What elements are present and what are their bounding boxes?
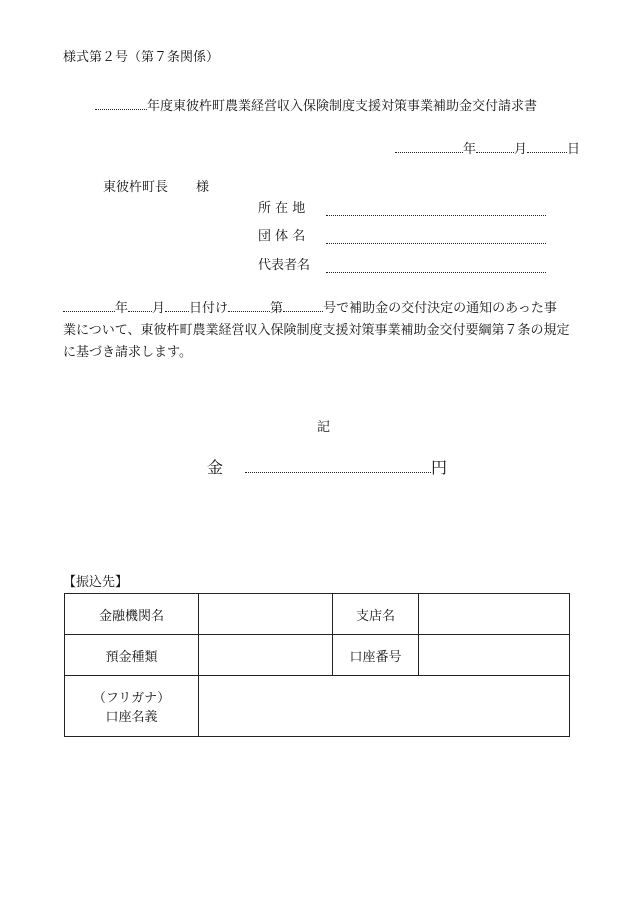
amount-prefix: 金 (207, 458, 224, 477)
branch-label: 支店名 (333, 594, 419, 635)
notice-day-blank[interactable] (165, 299, 189, 312)
account-holder-label-cell (65, 676, 199, 737)
date-year-blank[interactable] (395, 140, 463, 153)
notice-month-blank[interactable] (128, 299, 152, 312)
date-day-blank[interactable] (527, 140, 567, 153)
applicant-representative-row (258, 258, 310, 274)
addressee-name: 東彼杵町長 (103, 180, 169, 195)
deposit-type-label: 預金種類 (65, 635, 199, 676)
date-year-label: 年 (463, 142, 477, 157)
request-paragraph (63, 298, 585, 364)
amount-line (207, 455, 447, 478)
applicant-address-label: 所 在 地 (258, 201, 306, 216)
institution-label: 金融機関名 (65, 594, 199, 635)
title-text: 年度東彼杵町農業経営収入保険制度支援対策事業補助金交付請求書 (147, 99, 538, 114)
date-month-blank[interactable] (476, 140, 514, 153)
notice-year-blank[interactable] (63, 299, 115, 312)
date-day-label: 日 (567, 142, 581, 157)
applicant-address-field[interactable] (326, 203, 546, 216)
table-row (65, 635, 570, 676)
table-row (65, 594, 570, 635)
notice-prefix-blank[interactable] (228, 299, 270, 312)
account-number-label: 口座番号 (333, 635, 419, 676)
fiscal-year-blank[interactable] (95, 97, 147, 110)
addressee-honorific: 様 (196, 180, 210, 195)
deposit-type-field[interactable] (199, 635, 333, 676)
date-line (395, 140, 580, 158)
document-title (95, 97, 537, 115)
ki-heading: 記 (317, 420, 331, 435)
paragraph-line-3: に基づき請求します。 (63, 345, 192, 360)
applicant-group-row (258, 229, 305, 245)
notice-number-blank[interactable] (283, 299, 323, 312)
date-month-label: 月 (514, 142, 528, 157)
applicant-group-field[interactable] (326, 231, 546, 244)
transfer-heading: 【振込先】 (63, 575, 129, 590)
paragraph-line-2: 業について、東彼杵町農業経営収入保険制度支援対策事業補助金交付要綱第７条の規定 (63, 323, 570, 338)
form-label: 様式第２号（第７条関係） (63, 50, 220, 65)
account-number-field[interactable] (419, 635, 570, 676)
addressee (103, 180, 209, 196)
furigana-label: （フリガナ） (92, 691, 171, 706)
applicant-representative-field[interactable] (326, 260, 546, 273)
branch-field[interactable] (419, 594, 570, 635)
applicant-address-row (258, 201, 305, 217)
account-holder-field[interactable] (199, 676, 570, 737)
applicant-group-label: 団 体 名 (258, 229, 306, 244)
table-row (65, 676, 570, 737)
applicant-representative-label: 代表者名 (258, 258, 311, 273)
institution-field[interactable] (199, 594, 333, 635)
bank-info-table (64, 593, 570, 737)
amount-suffix: 円 (431, 458, 448, 477)
amount-field[interactable] (245, 458, 431, 473)
paragraph-line-1: 年 月 日付け 第 号で補助金の交付決定の通知のあった事 (63, 298, 585, 320)
account-holder-label: 口座名義 (105, 710, 158, 725)
